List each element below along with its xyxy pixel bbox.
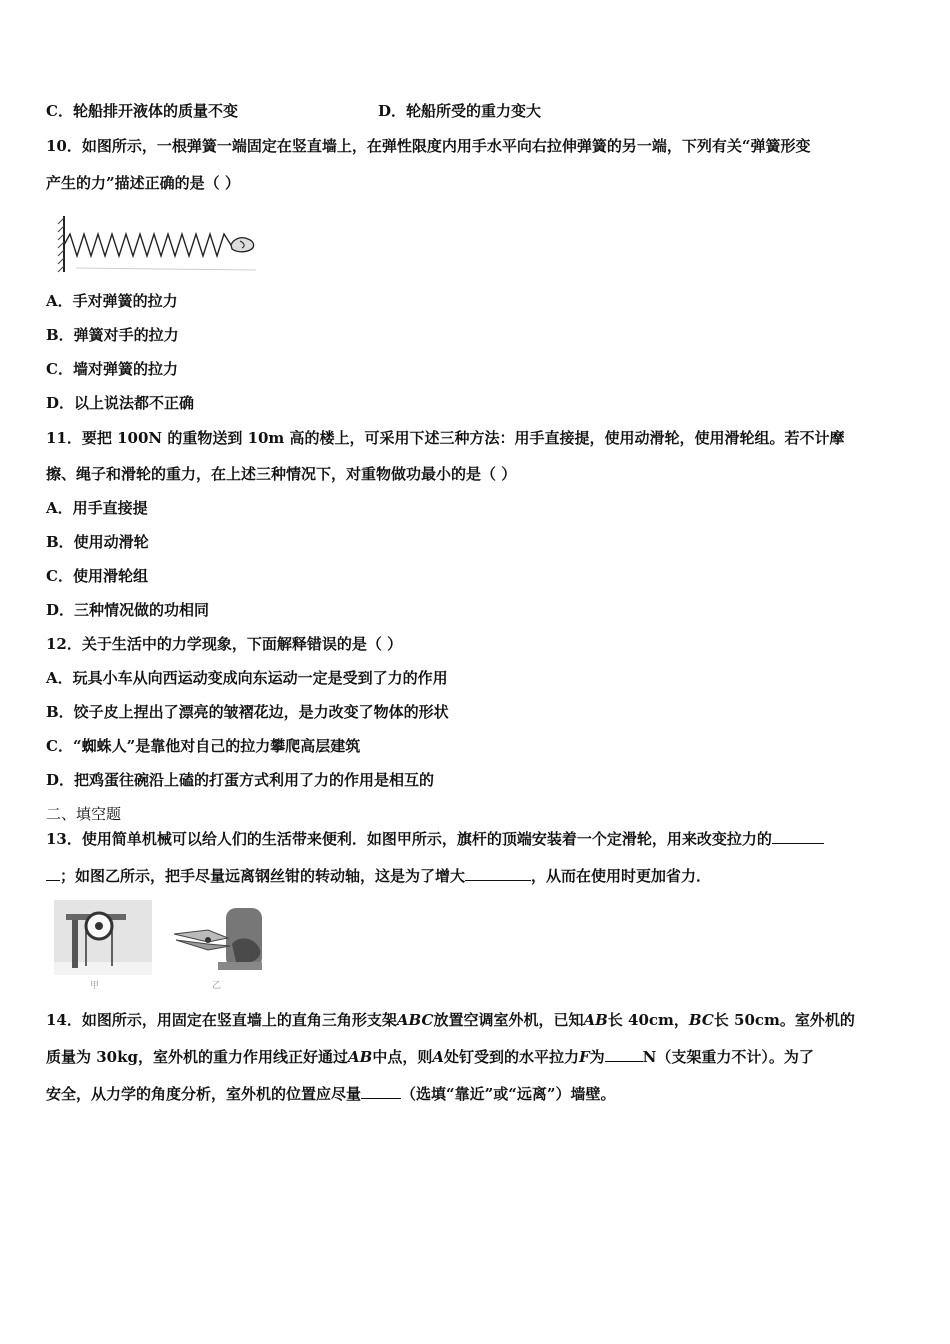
q14-line2-a: 质量为 30kg，室外机的重力作用线正好通过 [46, 1048, 348, 1066]
flagpole-pulley-photo [54, 900, 152, 991]
q12-option-c: C．“蜘蛛人”是靠他对自己的拉力攀爬高层建筑 [46, 737, 361, 755]
q12-option-d: D．把鸡蛋往碗沿上磕的打蛋方式利用了力的作用是相互的 [46, 771, 435, 789]
q13-stem-line2-text-a: ；如图乙所示，把手尽量远离钢丝钳的转动轴，这是为了增大 [60, 867, 466, 885]
q11-option-b: B．使用动滑轮 [46, 533, 149, 551]
q10-stem-line2: 产生的力”描述正确的是（ ） [46, 174, 240, 192]
q12-stem: 12．关于生活中的力学现象，下面解释错误的是（ ） [46, 635, 403, 653]
q14-ab-mid: AB [347, 1048, 373, 1066]
q14-force-f: F [578, 1048, 590, 1066]
q9-option-c [46, 101, 238, 121]
q11-option-d: D．三种情况做的功相同 [46, 601, 210, 619]
q13-stem-line2-text-b: ，从而在使用时更加省力． [531, 867, 712, 885]
fig-label-yi: 乙 [212, 981, 222, 991]
pliers-photo [168, 904, 266, 991]
q14-bc: BC [688, 1011, 714, 1029]
pliers-illustration [168, 904, 266, 974]
q13-stem-line2 [46, 866, 711, 886]
q14-line3-b: （选填“靠近”或“远离”）墙壁。 [401, 1085, 616, 1103]
q13-stem-line1 [46, 829, 824, 849]
q11-option-c: C．使用滑轮组 [46, 567, 148, 585]
q14-line2-h: N（支架重力不计）。为了 [642, 1048, 814, 1066]
q14-line2-e: 处钉受到的水平拉力 [443, 1048, 579, 1066]
q14-line2 [46, 1047, 814, 1067]
flagpole-pulley-illustration [54, 900, 152, 975]
q10-option-d: D．以上说法都不正确 [46, 394, 195, 412]
q13-blank-1a[interactable] [772, 829, 824, 844]
q13-blank-2[interactable] [465, 866, 531, 881]
q14-line1-c: 放置空调室外机，已知 [433, 1011, 584, 1029]
q9-option-c-text: C．轮船排开液体的质量不变 [46, 102, 238, 120]
q13-blank-1b[interactable] [46, 866, 60, 881]
q11-stem-line2: 擦、绳子和滑轮的重力，在上述三种情况下，对重物做功最小的是（ ） [46, 465, 517, 483]
q14-line1-e: 长 40cm， [607, 1011, 689, 1029]
q10-stem-line1: 10．如图所示，一根弹簧一端固定在竖直墙上，在弹性限度内用手水平向右拉伸弹簧的另一端，下列有关“弹簧形变 [46, 137, 811, 155]
q14-line1-g: 长 50cm。室外机的 [713, 1011, 855, 1029]
q10-option-c: C．墙对弹簧的拉力 [46, 360, 178, 378]
q14-point-a: A [432, 1048, 444, 1066]
fig-label-jia: 甲 [90, 981, 100, 991]
spring-figure [56, 212, 266, 274]
q10-option-a: A．手对弹簧的拉力 [46, 292, 178, 310]
q14-line1-a: 14．如图所示，用固定在竖直墙上的直角三角形支架 [46, 1011, 397, 1029]
q14-blank-force[interactable] [605, 1047, 643, 1062]
q12-option-a: A．玩具小车从向西运动变成向东运动一定是受到了力的作用 [46, 669, 448, 687]
q12-option-b: B．饺子皮上捏出了漂亮的皱褶花边，是力改变了物体的形状 [46, 703, 449, 721]
q10-option-b: B．弹簧对手的拉力 [46, 326, 179, 344]
q14-line2-c: 中点，则 [372, 1048, 433, 1066]
q14-ab: AB [583, 1011, 608, 1029]
q14-abc: ABC [396, 1011, 434, 1029]
q11-stem-line1: 11．要把 100N 的重物送到 10m 高的楼上，可采用下述三种方法：用手直接提，使用动滑轮，使用滑轮组。若不计摩 [46, 429, 845, 447]
q14-line1 [46, 1010, 855, 1030]
q14-line3-a: 安全，从力学的角度分析，室外机的位置应尽量 [46, 1085, 362, 1103]
q14-blank-position[interactable] [361, 1084, 401, 1099]
section-heading: 二、填空题 [46, 805, 122, 823]
spring-diagram [56, 212, 266, 274]
q9-option-d-text: D．轮船所受的重力变大 [378, 102, 542, 120]
q14-line2-g: 为 [589, 1048, 605, 1066]
q14-line3 [46, 1084, 616, 1104]
q11-option-a: A．用手直接提 [46, 499, 148, 517]
q13-stem-line1-text: 13．使用简单机械可以给人们的生活带来便利．如图甲所示，旗杆的顶端安装着一个定滑轮，用来改变拉力的 [46, 830, 772, 848]
q9-option-d [378, 101, 541, 121]
